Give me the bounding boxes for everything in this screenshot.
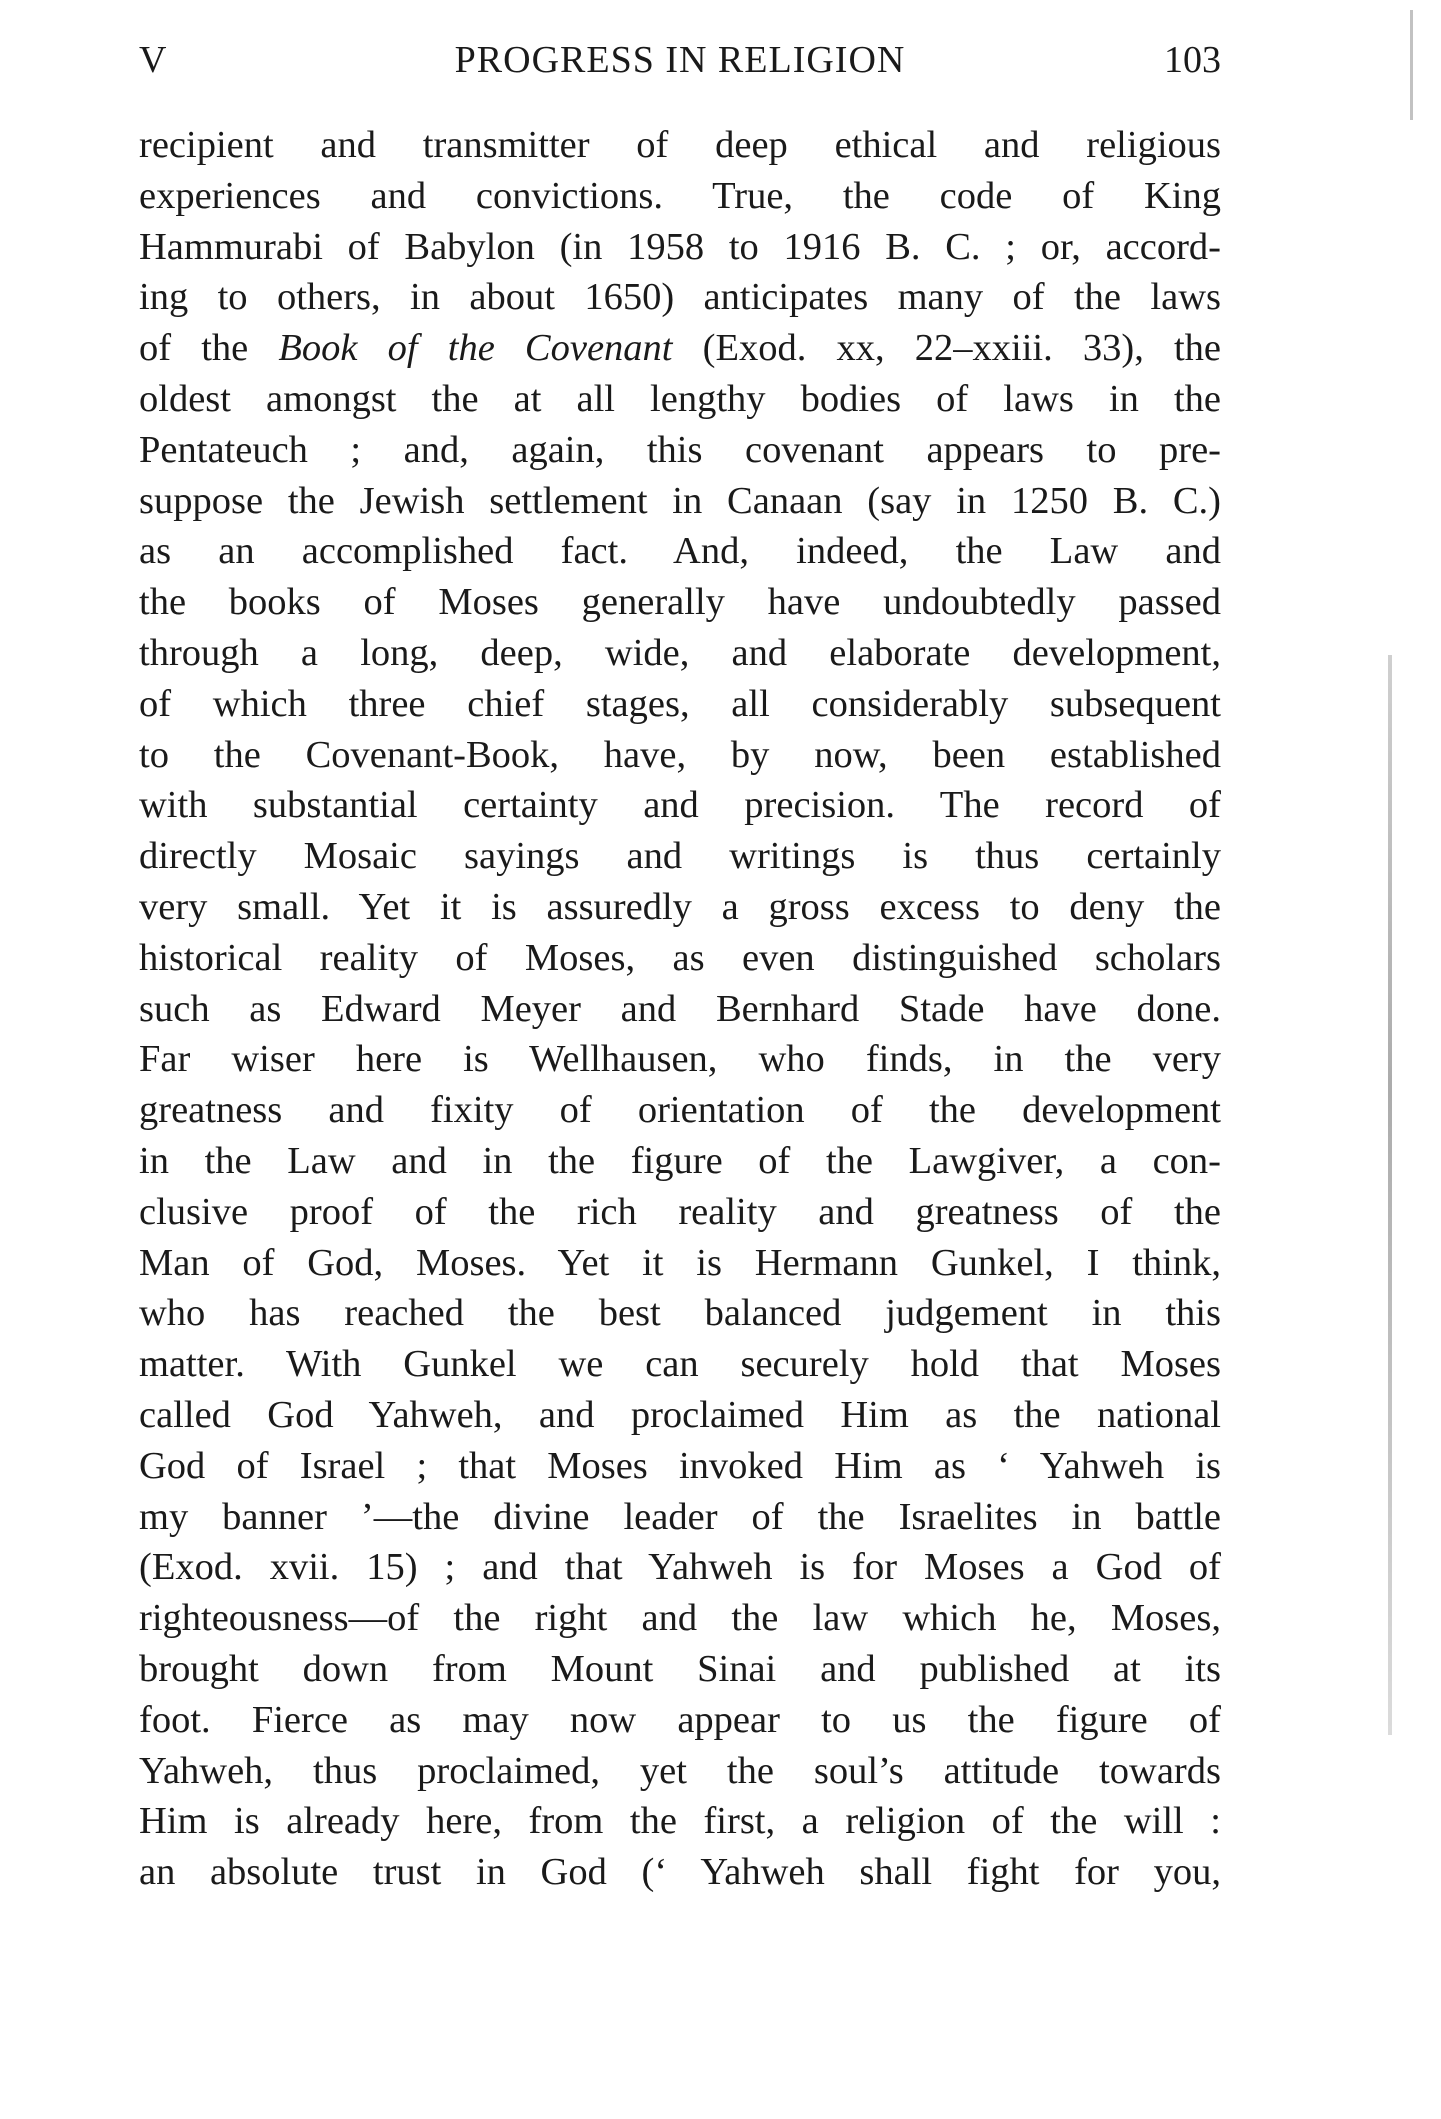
text-line: called God Yahweh, and proclaimed Him as the national <box>139 1393 1221 1436</box>
text-line: foot. Fierce as may now appear to us the figure of <box>139 1698 1221 1741</box>
text-line: historical reality of Moses, as even distinguished scholars <box>139 936 1221 979</box>
text-line: suppose the Jewish settlement in Canaan (say in 1250 B. C.) <box>139 479 1221 522</box>
page-gutter-shadow <box>1388 655 1392 1735</box>
text-line: Hammurabi of Babylon (in 1958 to 1916 B. C. ; or, accord- <box>139 225 1221 268</box>
text-line: such as Edward Meyer and Bernhard Stade have done. <box>139 987 1221 1030</box>
running-header <box>139 38 1221 98</box>
text-line: Pentateuch ; and, again, this covenant appears to pre- <box>139 428 1221 471</box>
text-line: with substantial certainty and precision. The record of <box>139 784 1221 827</box>
running-title: PROGRESS IN RELIGION <box>454 39 906 81</box>
text-line: Yahweh, thus proclaimed, yet the soul’s attitude towards <box>139 1749 1221 1792</box>
text-line: brought down from Mount Sinai and published at its <box>139 1647 1221 1690</box>
text-line: directly Mosaic sayings and writings is thus certainly <box>139 835 1221 878</box>
text-line: righteousness—of the right and the law which he, Moses, <box>139 1597 1221 1640</box>
text-line: an absolute trust in God (‘ Yahweh shall fight for you, <box>139 1851 1221 1894</box>
text-line: to the Covenant-Book, have, by now, been established <box>139 733 1221 776</box>
text-line: ing to others, in about 1650) anticipates many of the laws <box>139 276 1221 319</box>
text-line: oldest amongst the at all lengthy bodies of laws in the <box>139 377 1221 420</box>
text-line: clusive proof of the rich reality and greatness of the <box>139 1190 1221 1233</box>
text-line: the books of Moses generally have undoubtedly passed <box>139 581 1221 624</box>
text-segment: (Exod. xx, 22–xxiii. 33), the <box>672 327 1221 370</box>
text-line: of which three chief stages, all considerably subsequent <box>139 682 1221 725</box>
italic-title: Book of the Covenant <box>278 327 673 370</box>
text-line: very small. Yet it is assuredly a gross excess to deny the <box>139 885 1221 928</box>
text-line: greatness and fixity of orientation of the development <box>139 1089 1221 1132</box>
text-line: experiences and convictions. True, the code of King <box>139 174 1221 217</box>
text-segment: of the <box>139 327 279 370</box>
text-line: matter. With Gunkel we can securely hold that Moses <box>139 1343 1221 1386</box>
body-text <box>139 120 1221 1898</box>
text-line: Far wiser here is Wellhausen, who finds, in the very <box>139 1038 1221 1081</box>
text-line: as an accomplished fact. And, indeed, the Law and <box>139 530 1221 573</box>
text-line: recipient and transmitter of deep ethical and religious <box>139 124 1221 166</box>
text-line: my banner ’—the divine leader of the Israelites in battle <box>139 1495 1221 1538</box>
page-number: 103 <box>1164 39 1221 81</box>
text-line: through a long, deep, wide, and elaborate development, <box>139 631 1221 674</box>
chapter-number: V <box>139 39 167 81</box>
scan-edge-mark <box>1410 10 1413 120</box>
text-line: God of Israel ; that Moses invoked Him as ‘ Yahweh is <box>139 1444 1221 1487</box>
text-line <box>139 323 1221 374</box>
text-line: (Exod. xvii. 15) ; and that Yahweh is for Moses a God of <box>139 1546 1221 1589</box>
text-line: Him is already here, from the first, a religion of the will : <box>139 1800 1221 1843</box>
text-line: in the Law and in the figure of the Lawgiver, a con- <box>139 1139 1221 1182</box>
text-line: Man of God, Moses. Yet it is Hermann Gunkel, I think, <box>139 1241 1221 1284</box>
text-line: who has reached the best balanced judgement in this <box>139 1292 1221 1335</box>
